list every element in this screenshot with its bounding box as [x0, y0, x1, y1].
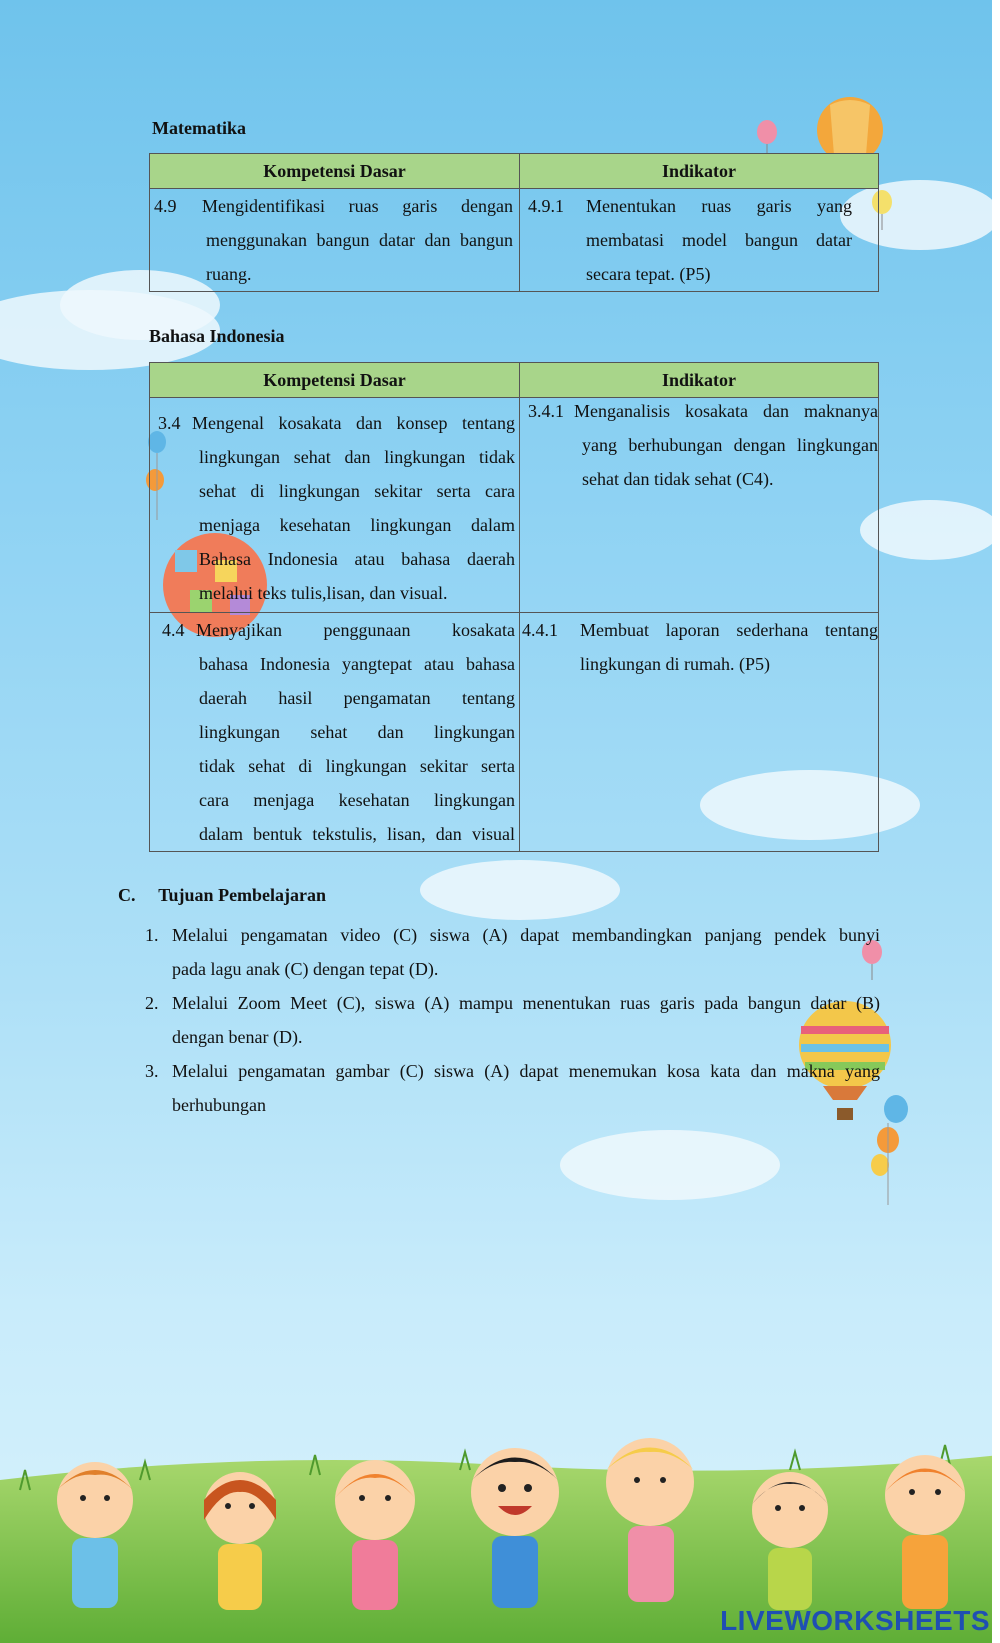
- kd-text-line: sehat di lingkungan sekitar serta cara: [199, 481, 515, 501]
- kd-number: 4.9: [154, 196, 177, 216]
- cloud-decoration: [860, 500, 1000, 560]
- item-text-line: Melalui Zoom Meet (C), siswa (A) mampu menentukan ruas garis pada bangun datar (B): [172, 993, 880, 1013]
- kd-text-line: lingkungan sehat dan lingkungan tidak: [199, 447, 515, 467]
- indikator-number: 4.4.1: [522, 620, 558, 640]
- bahasa-indonesia-title: Bahasa Indonesia: [149, 326, 285, 346]
- item-number: 1.: [145, 925, 159, 945]
- kd-text-line: ruang.: [206, 264, 252, 284]
- header-indikator: Indikator: [520, 363, 879, 398]
- cloud-decoration: [560, 1130, 780, 1200]
- item-text-line: berhubungan: [172, 1095, 266, 1115]
- bahasa-indonesia-table: [149, 362, 879, 852]
- kd-number: 3.4: [158, 413, 181, 433]
- item-text-line: dengan benar (D).: [172, 1027, 303, 1047]
- kd-text-line: bahasa Indonesia yangtepat atau bahasa: [199, 654, 515, 674]
- list-item: [145, 1054, 880, 1122]
- tujuan-pembelajaran-heading: [118, 885, 326, 906]
- kd-text-line: Mengenal kosakata dan konsep tentang: [192, 413, 515, 433]
- indikator-text-line: membatasi model bangun datar: [586, 230, 852, 250]
- item-text-line: pada lagu anak (C) dengan tepat (D).: [172, 959, 439, 979]
- tujuan-list: [145, 918, 880, 1122]
- section-title: Tujuan Pembelajaran: [158, 885, 327, 905]
- kd-text-line: cara menjaga kesehatan lingkungan: [199, 790, 515, 810]
- kd-text-line: daerah hasil pengamatan tentang: [199, 688, 515, 708]
- item-text-line: Melalui pengamatan video (C) siswa (A) dapat membandingkan panjang pendek bunyi: [172, 925, 880, 945]
- indikator-text-line: Menentukan ruas garis yang: [586, 196, 852, 216]
- indikator-cell: [520, 189, 879, 292]
- kd-cell: [150, 189, 520, 292]
- indikator-number: 4.9.1: [528, 196, 564, 216]
- indikator-cell: [520, 398, 879, 613]
- indikator-number: 3.4.1: [528, 401, 564, 421]
- indikator-text-line: lingkungan di rumah. (P5): [580, 654, 770, 674]
- indikator-text-line: Membuat laporan sederhana tentang: [580, 620, 878, 640]
- kd-text-line: menjaga kesehatan lingkungan dalam: [199, 515, 515, 535]
- item-number: 3.: [145, 1061, 159, 1081]
- kd-number: 4.4: [162, 620, 185, 640]
- list-item: [145, 986, 880, 1054]
- matematika-title: Matematika: [152, 118, 246, 138]
- kd-text-line: Mengidentifikasi ruas garis dengan: [202, 196, 513, 216]
- kd-text-line: Menyajikan penggunaan kosakata: [196, 620, 515, 640]
- cloud-decoration: [420, 860, 620, 920]
- indikator-text-line: secara tepat. (P5): [586, 264, 711, 284]
- kd-text-line: Bahasa Indonesia atau bahasa daerah: [199, 549, 515, 569]
- kd-text-line: menggunakan bangun datar dan bangun: [206, 230, 513, 250]
- indikator-text-line: Menganalisis kosakata dan maknanya: [574, 401, 878, 421]
- matematika-table: [149, 153, 879, 292]
- indikator-text-line: sehat dan tidak sehat (C4).: [582, 469, 774, 489]
- kd-text-line: tidak sehat di lingkungan sekitar serta: [199, 756, 515, 776]
- brand-text: LIVEWORKSHEETS: [720, 1605, 990, 1636]
- indikator-cell: [520, 613, 879, 852]
- kd-cell: [150, 613, 520, 852]
- kd-text-line: melalui teks tulis,lisan, dan visual.: [199, 583, 448, 603]
- list-item: [145, 918, 880, 986]
- header-indikator: Indikator: [520, 154, 879, 189]
- section-letter: C.: [118, 885, 136, 905]
- header-kompetensi-dasar: Kompetensi Dasar: [150, 363, 520, 398]
- item-text-line: Melalui pengamatan gambar (C) siswa (A) dapat menemukan kosa kata dan makna yang: [172, 1061, 880, 1081]
- kd-text-line: lingkungan sehat dan lingkungan: [199, 722, 515, 742]
- page-edge: [992, 0, 1000, 1643]
- indikator-text-line: yang berhubungan dengan lingkungan: [582, 435, 878, 455]
- kd-cell: [150, 398, 520, 613]
- liveworksheets-logo: [720, 1605, 990, 1637]
- item-number: 2.: [145, 993, 159, 1013]
- header-kompetensi-dasar: Kompetensi Dasar: [150, 154, 520, 189]
- kd-text-line: dalam bentuk tekstulis, lisan, dan visual: [199, 824, 515, 844]
